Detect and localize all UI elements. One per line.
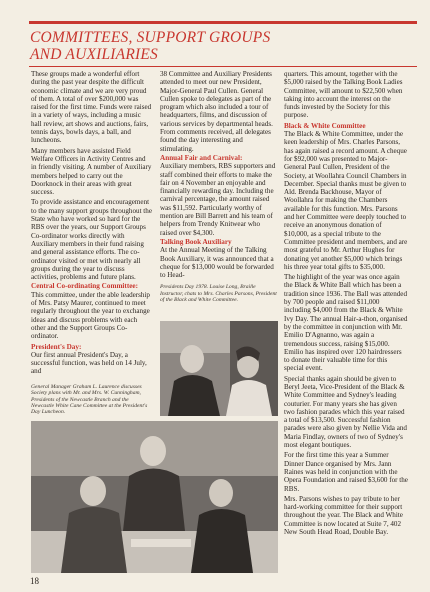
auxiliary-paragraph: Many members have assisted Field Welfare Officers in Activity Centres and in friendly visiting. A number of Auxiliary members helped to carry out the Doorknock in their areas with great success.	[31, 146, 152, 197]
subhead-black-white: Black & White Committee	[284, 121, 366, 130]
annual-fair-paragraph: Auxiliary members, RBS supporters and staff combined their efforts to make the fair on 4 November an enjoyable and financially rewarding day. Including the carnival percentage, the amount raised was $11,592. Particularly worthy of mention are Bill Barrett and his team of helpers from Trendy Knitwear who raised over $4,300.	[160, 162, 276, 237]
column-1	[31, 70, 152, 416]
photo-caption-luncheon: General Manager Graham L. Laurence discusses Society plans with Mr. and Mrs. W. Cunningham, Presidents of the Newcastle Branch and the Newcastle White Cane Committee at the President's Day Luncheon.	[31, 383, 148, 416]
fashion-paragraph: Special thanks again should be given to Beryl Jeeta, Vice-President of the Black & White Committee and Sydney's leading couturier. For many years she has given two fashion parades which this year raised a total of $13,500. Successful fashion parades were also given by Nellie Vida and Maria Findlay, owners of two of Sydney's most elegant boutiques.	[284, 374, 407, 450]
subhead-talking-book: Talking Book Auxiliary	[160, 237, 232, 246]
subhead-presidents-day: President's Day:	[31, 342, 82, 351]
dinner-dance-paragraph: For the first time this year a Summer Dinner Dance organised by Mrs. Jann Raines was held in conjunction with the Opera Foundation and raised $3,600 for the RBS.	[284, 451, 408, 493]
title-line-2: AND AUXILIARIES	[30, 46, 158, 63]
column-2	[160, 70, 278, 304]
section-title	[30, 29, 420, 63]
subhead-central-committee: Central Co-ordinating Committee:	[31, 282, 138, 291]
talking-book-continued: quarters. This amount, together with the $5,000 raised by the Talking Book Ladies Committee, will amount to $22,500 when taking into account the interest on the funds invested by the Society for this purpose.	[284, 70, 403, 120]
title-underline	[29, 66, 417, 67]
photo-caption-presidents-day: Presidents Day 1978. Louise Long, Braille Instructor, chats to Mrs. Charles Parsons, President of the Black and White Committee.	[160, 284, 277, 304]
central-committee-paragraph: This committee, under the able leadership of Mrs. Patsy Maurer, continued to meet regularly throughout the year to exchange ideas and discuss problems with each other and the Support Groups Co-ordinator.	[31, 290, 150, 341]
coordinator-paragraph: To provide assistance and encouragement to the many support groups throughout the State who have worked so hard for the RBS over the years, our Support Groups Co-ordinator works directly with Auxiliary members in their fund raising and general assistance efforts. The co-ordinator visited or met with nearly all groups during the year to discuss activities, problems and future plans.	[31, 198, 152, 282]
photo-presidents-day-luncheon	[31, 421, 278, 573]
subhead-annual-fair: Annual Fair and Carnival:	[160, 153, 243, 162]
presidents-day-paragraph: Our first annual President's Day, a successful function, was held on 14 July, and	[31, 350, 147, 376]
ball-paragraph: The highlight of the year was once again the Black & White Ball which has been a tradition since 1936. The Ball was attended by 700 people and raised $11,000 including $4,000 from the Black & White Ivy Day. The annual Hair-a-thon, organised by the committee in conjunction with Mr. Emilio D'Agnanno, was again a tremendous success, raising $15,000. Emilio has inspired over 120 hairdressers to donate their valuable time for this special event.	[284, 273, 408, 373]
photo-braille-instructor	[160, 321, 278, 416]
intro-paragraph: These groups made a wonderful effort during the past year despite the difficult economic climate and we are very proud of them. A total of over $200,000 was raised for the first time. Funds were raised in a variety of ways, including a music hall review, art shows and auctions, fairs, tennis days, bowls days, a ball, and luncheons.	[31, 70, 152, 145]
title-line-1: COMMITTEES, SUPPORT GROUPS	[30, 29, 271, 46]
black-white-paragraph: The Black & White Committee, under the keen leadership of Mrs. Charles Parsons, has again raised a record amount. A cheque for $92,000 was presented to Major-General Paul Cullen, President of the Society, at Woollahra Council Chambers in December. Special thanks must be given to Ald. Brenda Backhouse, Mayor of Woollahra for making the Chambers available for this function. Mrs. Parsons and her Committee were deeply touched to receive an anonymous donation of $10,000, as a special tribute to the Committee president and members, and are most grateful to Mr. Arthur Hughes for donating yet another $5,000 which brings his three year total gifts to $35,000.	[284, 130, 408, 271]
tribute-paragraph: Mrs. Parsons wishes to pay tribute to her hard-working committee for their support throughout the year. The Black and White Committee is now located at Suite 7, 402 New South Head Road, Double Bay.	[284, 494, 403, 537]
presidents-day-continued: 38 Committee and Auxiliary Presidents attended to meet our new President, Major-General Paul Cullen. General Cullen spoke to delegates as part of the program which also included a tour of headquarters, films, and discussion of various services by departmental heads. From comments received, all delegates found the day interesting and stimulating.	[160, 70, 273, 153]
talking-book-paragraph: At the Annual Meeting of the Talking Book Auxiliary, it was announced that a cheque for $13,000 would be forwarded to Head-	[160, 246, 274, 280]
page-number: 18	[30, 576, 39, 586]
top-red-rule	[29, 21, 417, 24]
column-3	[284, 70, 408, 536]
